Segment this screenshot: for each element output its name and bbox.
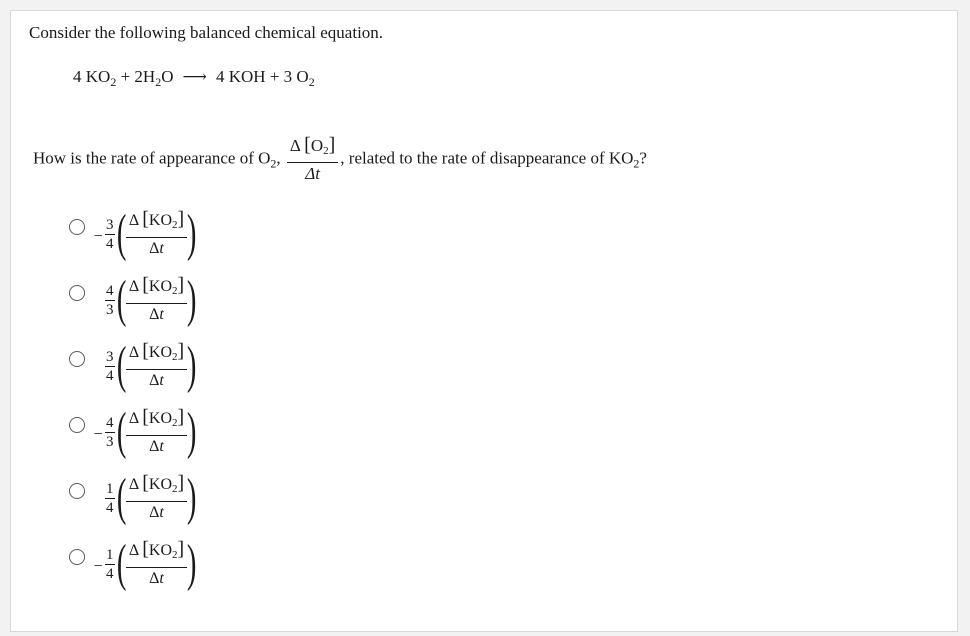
rate-term (126, 341, 187, 392)
option-coefficient (105, 216, 115, 253)
coefficient-numerator: 4 (106, 282, 114, 299)
species-subscript: 2 (172, 350, 178, 363)
coefficient-denominator: 4 (106, 499, 114, 516)
question-part-1: How is the rate of appearance of O (33, 148, 271, 168)
delta-symbol: Δ (149, 503, 160, 521)
species-symbol: KO (148, 277, 173, 295)
coefficient-numerator: 4 (106, 414, 114, 431)
eq-coef: 2 (134, 67, 143, 86)
radio-button[interactable] (69, 351, 85, 367)
coefficient-denominator: 4 (106, 235, 114, 252)
coefficient-denominator: 3 (106, 433, 114, 450)
option-expression (91, 469, 197, 526)
rate-term-numerator (126, 539, 187, 568)
delta-symbol: Δ (128, 541, 143, 559)
option-expression (91, 403, 197, 460)
answer-options (69, 201, 197, 597)
rate-term (126, 473, 187, 524)
question-mark: ? (639, 148, 647, 168)
option-sign: − (93, 426, 103, 443)
coefficient-numerator: 1 (106, 480, 114, 497)
answer-option[interactable] (69, 201, 197, 267)
radio-button[interactable] (69, 483, 85, 499)
radio-button[interactable] (69, 549, 85, 565)
option-coefficient (105, 546, 115, 583)
right-paren: ) (187, 403, 197, 460)
option-expression (91, 205, 197, 262)
answer-option[interactable] (69, 465, 197, 531)
option-expression (91, 271, 197, 328)
rate-term-denominator (149, 568, 164, 590)
delta-symbol: Δ (149, 305, 160, 323)
coefficient-denominator: 4 (106, 565, 114, 582)
time-variable: t (159, 305, 164, 323)
coefficient-denominator: 4 (106, 367, 114, 384)
option-coefficient (105, 480, 115, 517)
right-paren: ) (187, 337, 197, 394)
eq-plus: + (269, 67, 280, 86)
eq-species: H (142, 67, 156, 86)
intro-text: Consider the following balanced chemical equation. (29, 23, 384, 42)
rate-subscript: 2 (323, 145, 329, 157)
reaction-arrow-icon: ⟶ (182, 67, 207, 86)
left-paren: ( (116, 271, 126, 328)
species-subscript: 2 (172, 416, 178, 429)
eq-species: O (296, 67, 309, 86)
rate-term (126, 275, 187, 326)
left-bracket: [ (142, 207, 149, 230)
rate-term (126, 407, 187, 458)
rate-term (126, 539, 187, 590)
option-expression (91, 337, 197, 394)
option-coefficient (105, 414, 115, 451)
rate-fraction (287, 135, 338, 184)
rate-term-numerator (126, 275, 187, 304)
species-symbol: KO (148, 409, 173, 427)
left-bracket: [ (142, 471, 149, 494)
species-subscript: 2 (172, 284, 178, 297)
coefficient-denominator: 3 (106, 301, 114, 318)
option-coefficient (105, 348, 115, 385)
species-subscript: 2 (172, 548, 178, 561)
option-coefficient (105, 282, 115, 319)
rate-term-numerator (126, 473, 187, 502)
rate-term-denominator (149, 502, 164, 524)
question-panel (10, 10, 958, 632)
option-sign: − (93, 228, 103, 245)
question-text (33, 135, 647, 184)
delta-symbol: Δ (128, 277, 143, 295)
right-paren: ) (187, 205, 197, 262)
left-paren: ( (116, 469, 126, 526)
question-subscript: 2 (633, 156, 640, 171)
delta-symbol: Δ (128, 409, 143, 427)
rate-species: O (310, 136, 324, 155)
answer-option[interactable] (69, 267, 197, 333)
eq-subscript: 2 (308, 75, 315, 89)
rate-term-numerator (126, 209, 187, 238)
eq-subscript: 2 (110, 75, 117, 89)
radio-button[interactable] (69, 219, 85, 235)
species-subscript: 2 (172, 482, 178, 495)
delta-symbol: Δ (149, 569, 160, 587)
species-symbol: KO (148, 343, 173, 361)
rate-term-denominator (149, 304, 164, 326)
left-bracket: [ (142, 405, 149, 428)
radio-button[interactable] (69, 285, 85, 301)
coefficient-numerator: 3 (106, 348, 114, 365)
right-bracket: ] (177, 405, 185, 428)
eq-coef: 4 (73, 67, 82, 86)
left-bracket: [ (142, 537, 149, 560)
species-symbol: KO (148, 211, 173, 229)
time-variable: t (159, 371, 164, 389)
delta-symbol: Δ (149, 371, 160, 389)
rate-term-denominator (149, 436, 164, 458)
species-subscript: 2 (172, 218, 178, 231)
right-bracket: ] (177, 339, 185, 362)
left-paren: ( (116, 535, 126, 592)
eq-coef: 3 (283, 67, 293, 86)
rate-term-numerator (126, 407, 187, 436)
eq-species: 4 KOH (215, 67, 266, 86)
answer-option[interactable] (69, 399, 197, 465)
time-variable: t (159, 437, 164, 455)
left-paren: ( (116, 205, 126, 262)
left-paren: ( (116, 403, 126, 460)
coefficient-numerator: 3 (106, 216, 114, 233)
right-paren: ) (187, 271, 197, 328)
eq-subscript: 2 (155, 75, 162, 89)
rate-numerator: Δ $[O_2]$ (287, 135, 338, 163)
species-symbol: KO (148, 475, 173, 493)
question-comma: , (276, 148, 281, 168)
right-bracket: ] (177, 207, 185, 230)
right-paren: ) (187, 535, 197, 592)
right-bracket: ] (177, 537, 185, 560)
right-paren: ) (187, 469, 197, 526)
chemical-equation (73, 67, 315, 90)
delta-symbol: Δ (128, 211, 143, 229)
answer-option[interactable] (69, 333, 197, 399)
question-subscript: 2 (270, 156, 277, 171)
rate-term-denominator (149, 370, 164, 392)
option-sign: − (93, 558, 103, 575)
time-variable: t (159, 569, 164, 587)
radio-button[interactable] (69, 417, 85, 433)
delta-symbol: Δ (128, 343, 143, 361)
time-variable: t (159, 503, 164, 521)
question-part-2: , related to the rate of disappearance of KO (340, 148, 634, 168)
rate-term-denominator (149, 238, 164, 260)
option-expression (91, 535, 197, 592)
time-variable: t (159, 239, 164, 257)
delta-symbol: Δ (149, 239, 160, 257)
eq-plus: + (120, 67, 131, 86)
eq-species: KO (85, 67, 111, 86)
right-bracket: ] (177, 471, 185, 494)
delta-symbol: Δ (289, 136, 300, 155)
delta-symbol: Δ (149, 437, 160, 455)
left-paren: ( (116, 337, 126, 394)
eq-species: O (161, 67, 174, 86)
rate-denominator: Δt (305, 164, 320, 183)
left-bracket: [ (142, 339, 149, 362)
species-symbol: KO (148, 541, 173, 559)
right-bracket: ] (177, 273, 185, 296)
delta-symbol: Δ (128, 475, 143, 493)
left-bracket: [ (142, 273, 149, 296)
rate-term (126, 209, 187, 260)
coefficient-numerator: 1 (106, 546, 114, 563)
answer-option[interactable] (69, 531, 197, 597)
rate-term-numerator (126, 341, 187, 370)
